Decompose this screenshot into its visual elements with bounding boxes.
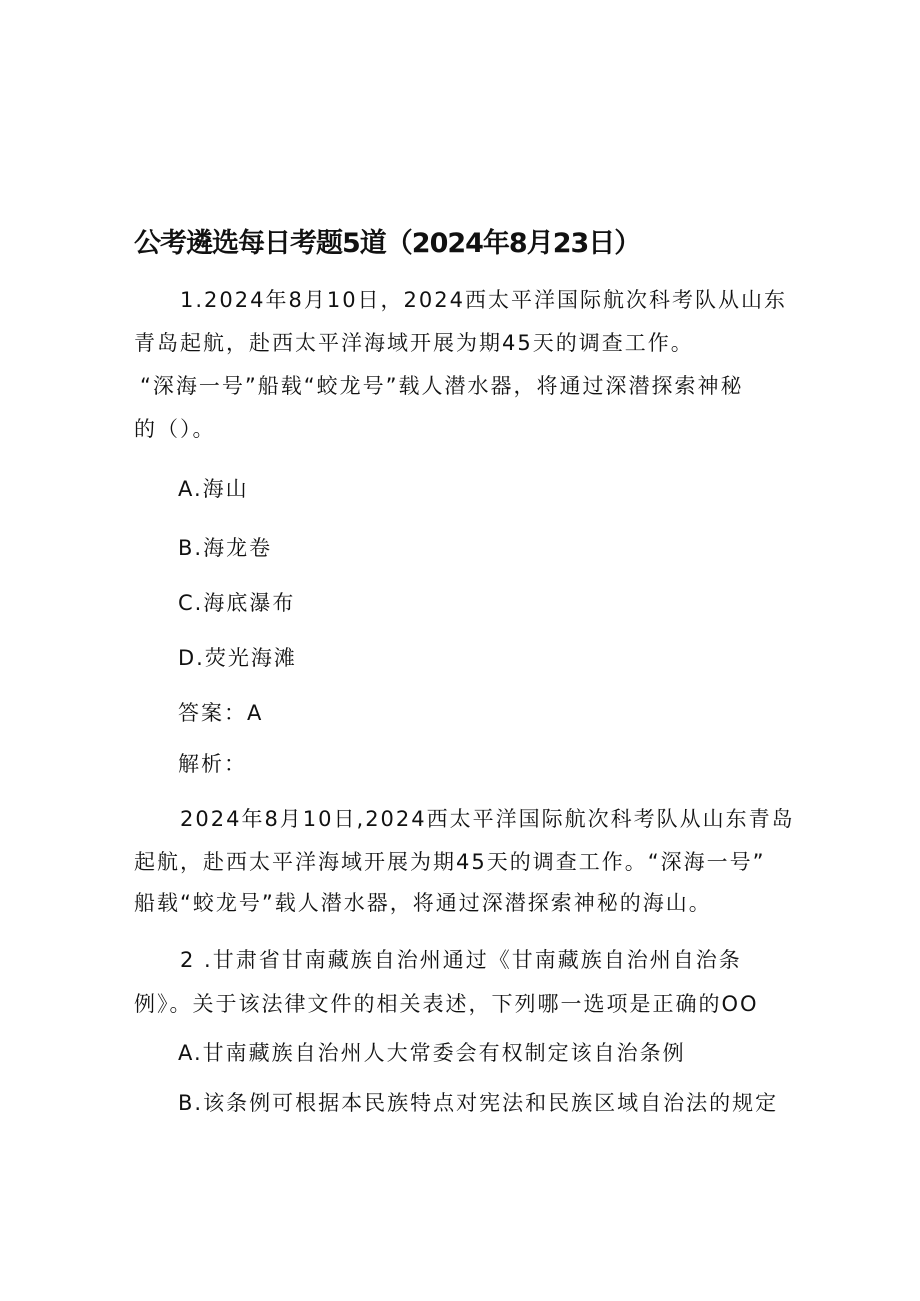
q1-analysis-label: 解析： (178, 752, 247, 776)
q2-option-b: B.该条例可根据本民族特点对宪法和民族区域自治法的规定 (178, 1091, 779, 1115)
page-title: 公考遴选每日考题5道（2024年8月23日） (134, 228, 641, 259)
q2-line-2: 例》。关于该法律文件的相关表述，下列哪一选项是正确的OO (134, 992, 759, 1016)
q1-line-1: 1.2024年8月10日，2024西太平洋国际航次科考队从山东 (180, 288, 788, 312)
q1-option-b: B.海龙卷 (178, 536, 273, 560)
q2-option-a: A.甘南藏族自治州人大常委会有权制定该自治条例 (178, 1041, 686, 1065)
q1-analysis-line-3: 船载“蛟龙号”载人潜水器，将通过深潜探索神秘的海山。 (134, 891, 712, 915)
q1-analysis-line-1: 2024年8月10日,2024西太平洋国际航次科考队从山东青岛 (180, 807, 795, 831)
q1-option-a: A.海山 (178, 477, 249, 501)
q1-line-2: 青岛起航，赴西太平洋海域开展为期45天的调查工作。 (134, 331, 694, 355)
q1-line-4: 的（）。 (134, 417, 216, 441)
q1-answer: 答案：A (178, 701, 264, 725)
q1-option-c: C.海底瀑布 (178, 591, 296, 615)
q2-line-1: 2 .甘肃省甘南藏族自治州通过《甘南藏族自治州自治条 (180, 948, 742, 972)
q1-analysis-line-2: 起航，赴西太平洋海域开展为期45天的调查工作。“深海一号” (134, 850, 766, 874)
q1-option-d: D.荧光海滩 (178, 646, 297, 670)
q1-line-3: “深海一号”船载“蛟龙号”载人潜水器，将通过深潜探索神秘 (140, 374, 744, 398)
